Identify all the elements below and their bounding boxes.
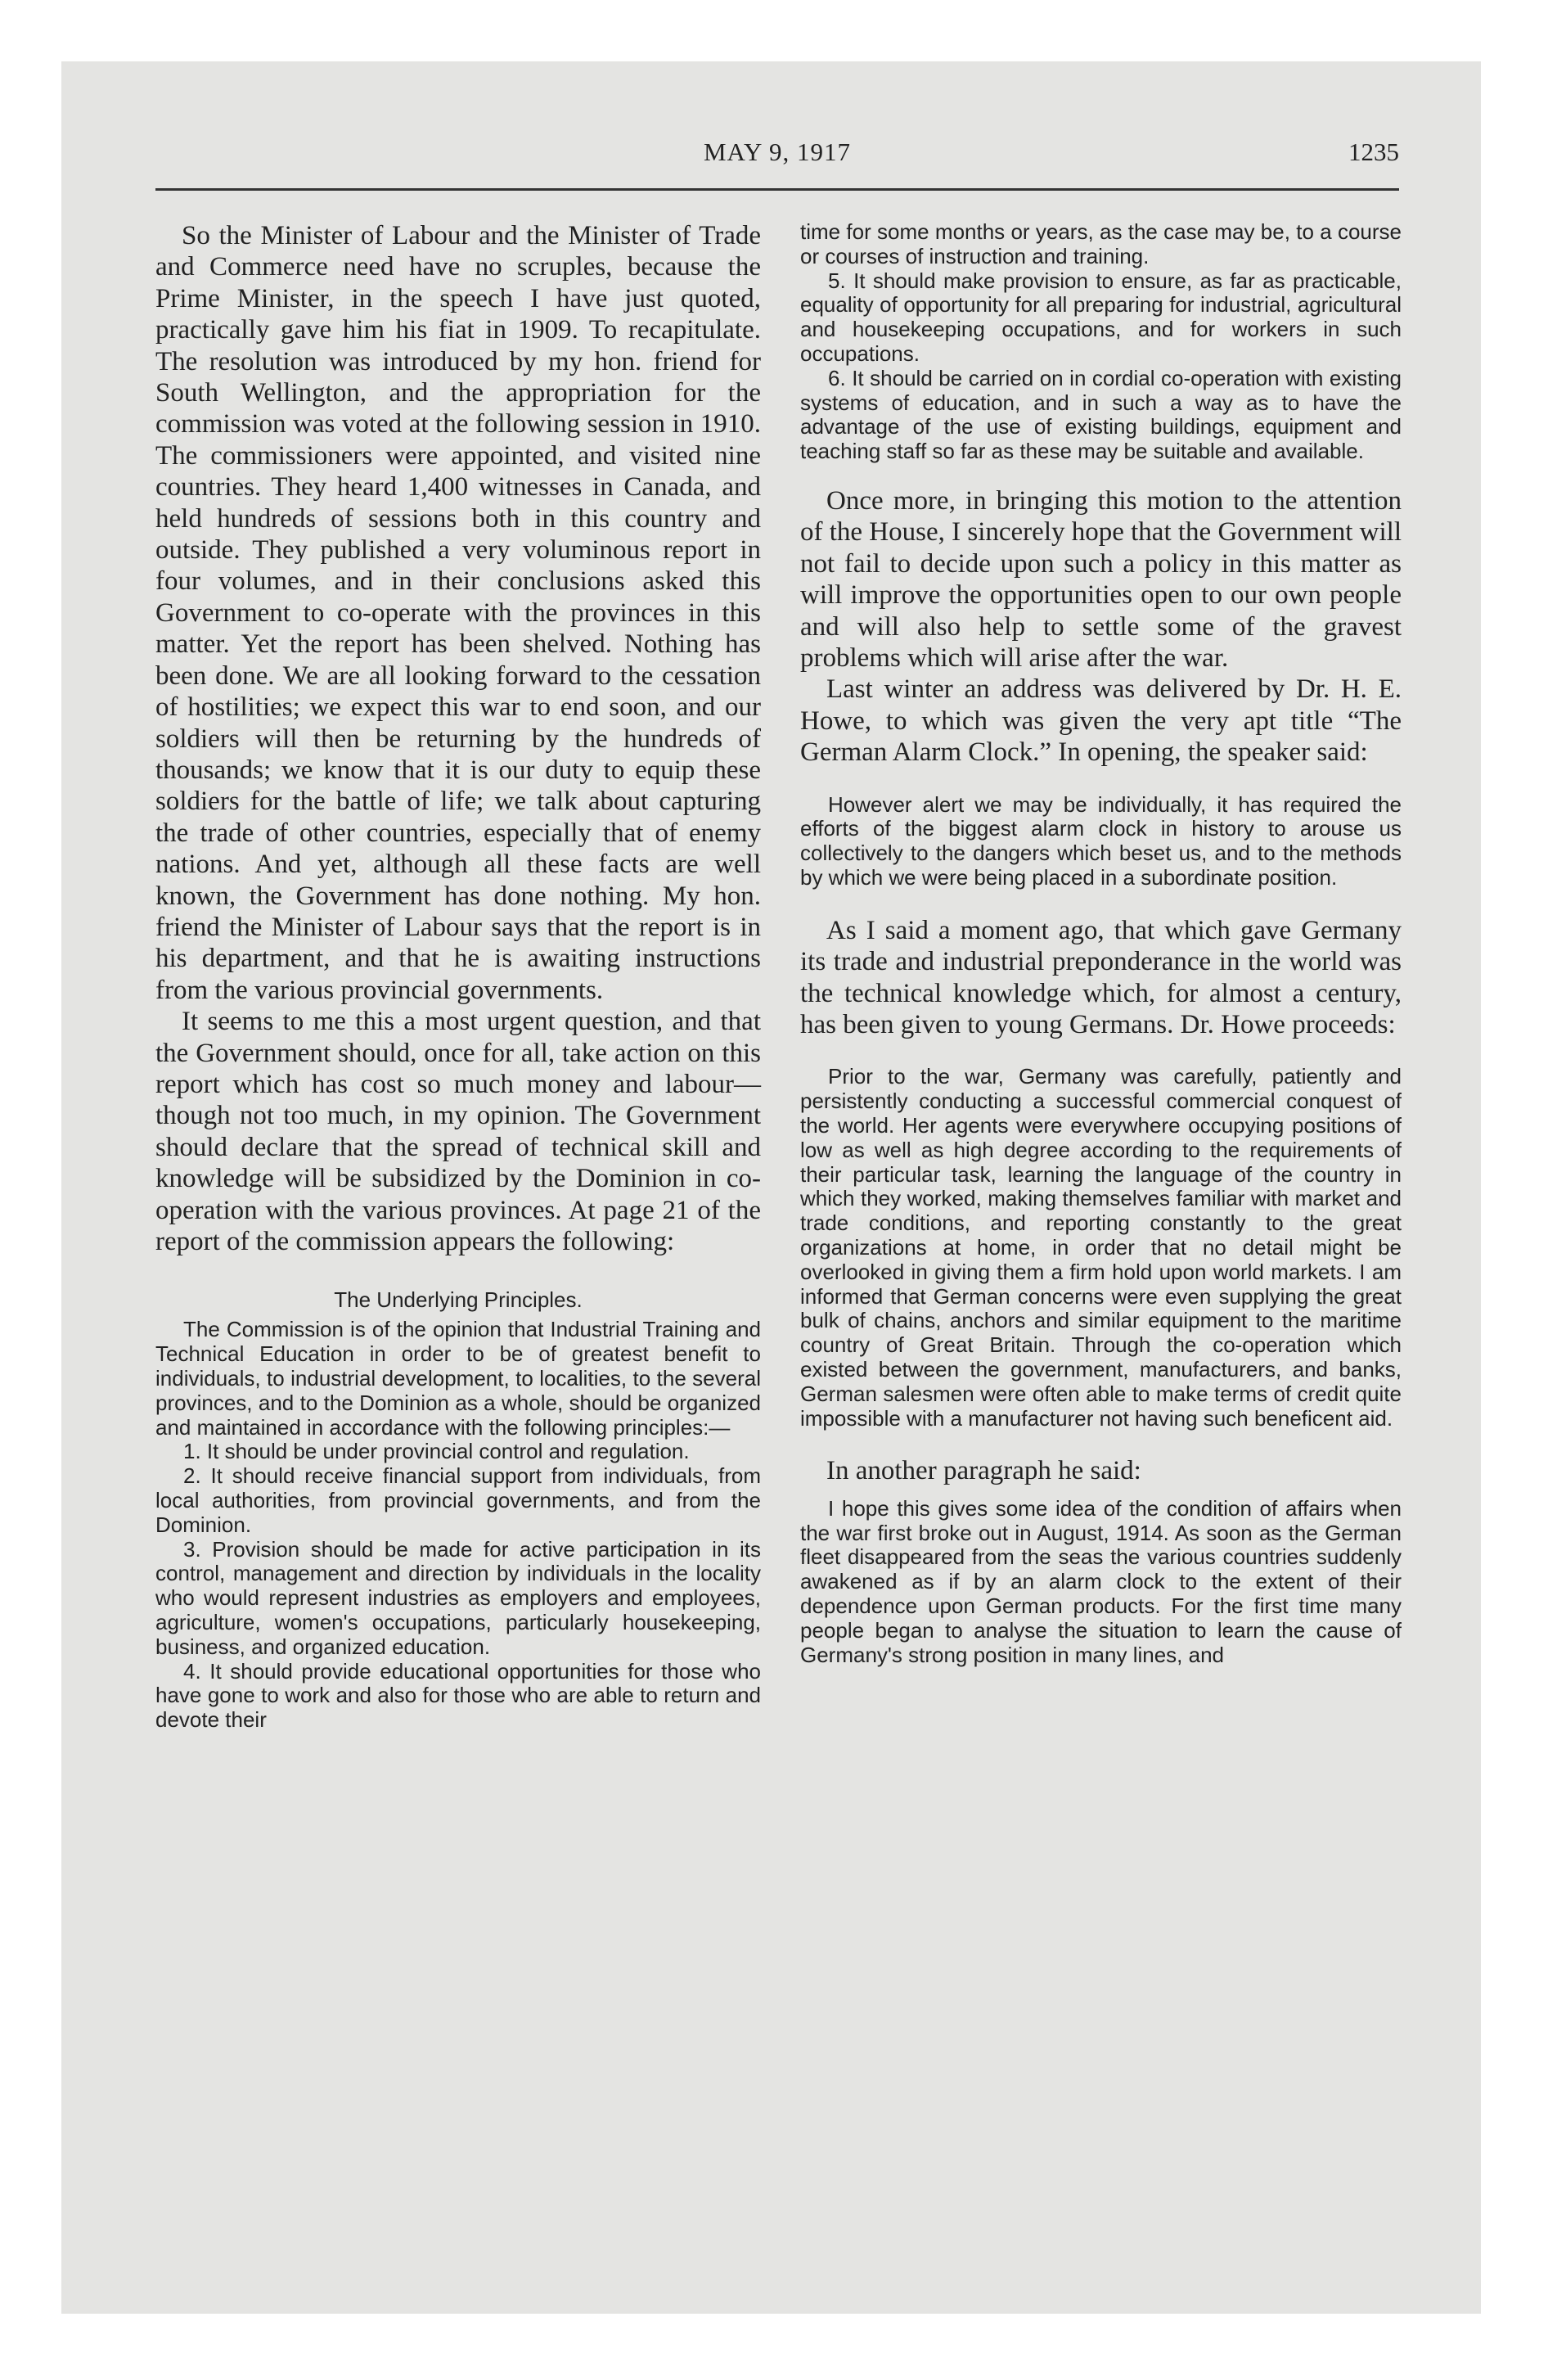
- speech-paragraph: As I said a moment ago, that which gave Germany its trade and industrial preponderance in the world was the technical knowledge which, for almost a century, has been given to young Germans. Dr. Howe proceeds:: [800, 915, 1402, 1040]
- speech-paragraph: It seems to me this a most urgent question, and that the Government should, once for all, take action on this report which has cost so much money and labour—though not too much, in my opinion. The Government should declare that the spread of technical skill and knowledge will be subsidized by the Dominion in co-operation with the various provinces. At page 21 of the report of the commission appears the following:: [155, 1007, 761, 1256]
- principle-item: 6. It should be carried on in cordial co-operation with existing systems of education, and in such a way as to have the advantage of the use of existing buildings, equipment and teaching staff so far as these may be suitable and available.: [800, 365, 1402, 464]
- quoted-text: time for some months or years, as the case may be, to a course or courses of instruction and training.: [800, 219, 1402, 268]
- speech-paragraph: Once more, in bringing this motion to the attention of the House, I sincerely hope that the Government will not fail to decide upon such a policy in this matter as will improve the opportunities open to our own people and will also help to settle some of the gravest problems which will arise after the war.: [800, 485, 1402, 673]
- speech-paragraph: So the Minister of Labour and the Minister of Trade and Commerce need have no scruples, because the Prime Minister, in the speech I have just quoted, practically gave him his fiat in 1909. To recapitulate. The resolution was introduced by my hon. friend for South Wellington, and the appropriation for the commission was voted at the following session in 1910. The commissioners were appointed, and visited nine countries. They heard 1,400 witnesses in Canada, and held hundreds of sessions both in this country and outside. They published a very voluminous report in four volumes, and in their conclusions asked this Government to co-operate with the provinces in this matter. Yet the report has been shelved. Nothing has been done. We are all looking forward to the cessation of hostilities; we expect this war to end soon, and our soldiers will then be returning by the hundreds of thousands; we know that it is our duty to equip these soldiers for the battle of life; we talk about capturing the trade of other countries, especially that of enemy nations. And yet, although all these facts are well known, the Government has done nothing. My hon. friend the Minister of Labour says that the report is in his department, and that he is awaiting instructions from the various provincial governments.: [155, 221, 761, 1005]
- principle-item: 1. It should be under provincial control and regulation.: [183, 1439, 690, 1464]
- speech-paragraph: Last winter an address was delivered by Dr. H. E. Howe, to which was given the very apt title “The German Alarm Clock.” In opening, the speaker said:: [800, 674, 1402, 768]
- page-number: 1235: [1348, 137, 1399, 166]
- quoted-text: Prior to the war, Germany was carefully, patiently and persistently conducting a successful commercial conquest of the world. Her agents were everywhere occupying positions of low as well as high degree according to the requirements of their particular task, learning the language of the country in which they worked, making themselves familiar with market and trade conditions, and reporting constantly to the great organizations at home, in order that no detail might be overlooked in giving them a firm hold upon world markets. I am informed that German concerns were even supplying the great bulk of chains, anchors and similar equipment to the maritime country of Great Britain. Through the co-operation which existed between the government, manufacturers, and banks, German salesmen were often able to make terms of credit quite impossible with a manufacturer not having such beneficent aid.: [800, 1064, 1402, 1431]
- left-column: [155, 217, 761, 1733]
- quoted-text: I hope this gives some idea of the condition of affairs when the war first broke out in August, 1914. As soon as the German fleet disappeared from the seas the various countries suddenly awakened as if by an alarm clock to the extent of their dependence upon German products. For the first time many people began to analyse the situation to learn the cause of Germany's strong position in many lines, and: [800, 1495, 1402, 1667]
- page-date: MAY 9, 1917: [703, 137, 852, 166]
- principle-item: 3. Provision should be made for active participation in its control, management and direction by individuals in the locality who would represent industries as employers and employees, agriculture, women's occupations, particularly housekeeping, business, and organized education.: [155, 1536, 761, 1659]
- quote-heading: The Underlying Principles.: [334, 1287, 583, 1313]
- principle-item: 5. It should make provision to ensure, as far as practicable, equality of opportunity for all preparing for industrial, agricultural and housekeeping occupations, and for workers in such occupations.: [800, 268, 1402, 366]
- header-rule: [155, 188, 1399, 191]
- page-header: [155, 137, 1399, 170]
- quoted-text: The Commission is of the opinion that Industrial Training and Technical Education in order to be of greatest benefit to individuals, to industrial development, to localities, to the several provinces, and to the Dominion as a whole, should be organized and maintained in accordance with the following principles:—: [155, 1317, 761, 1440]
- principle-item: 4. It should provide educational opportunities for those who have gone to work and also for those who are able to return and devote their: [155, 1658, 761, 1733]
- quoted-text: However alert we may be individually, it has required the efforts of the biggest alarm clock in history to arouse us collectively to the dangers which beset us, and to the methods by which we were being placed in a subordinate position.: [800, 791, 1402, 890]
- principle-item: 2. It should receive financial support from individuals, from local authorities, from provincial governments, and from the Dominion.: [155, 1463, 761, 1537]
- speech-paragraph: In another paragraph he said:: [826, 1456, 1141, 1486]
- right-column: [800, 217, 1402, 1667]
